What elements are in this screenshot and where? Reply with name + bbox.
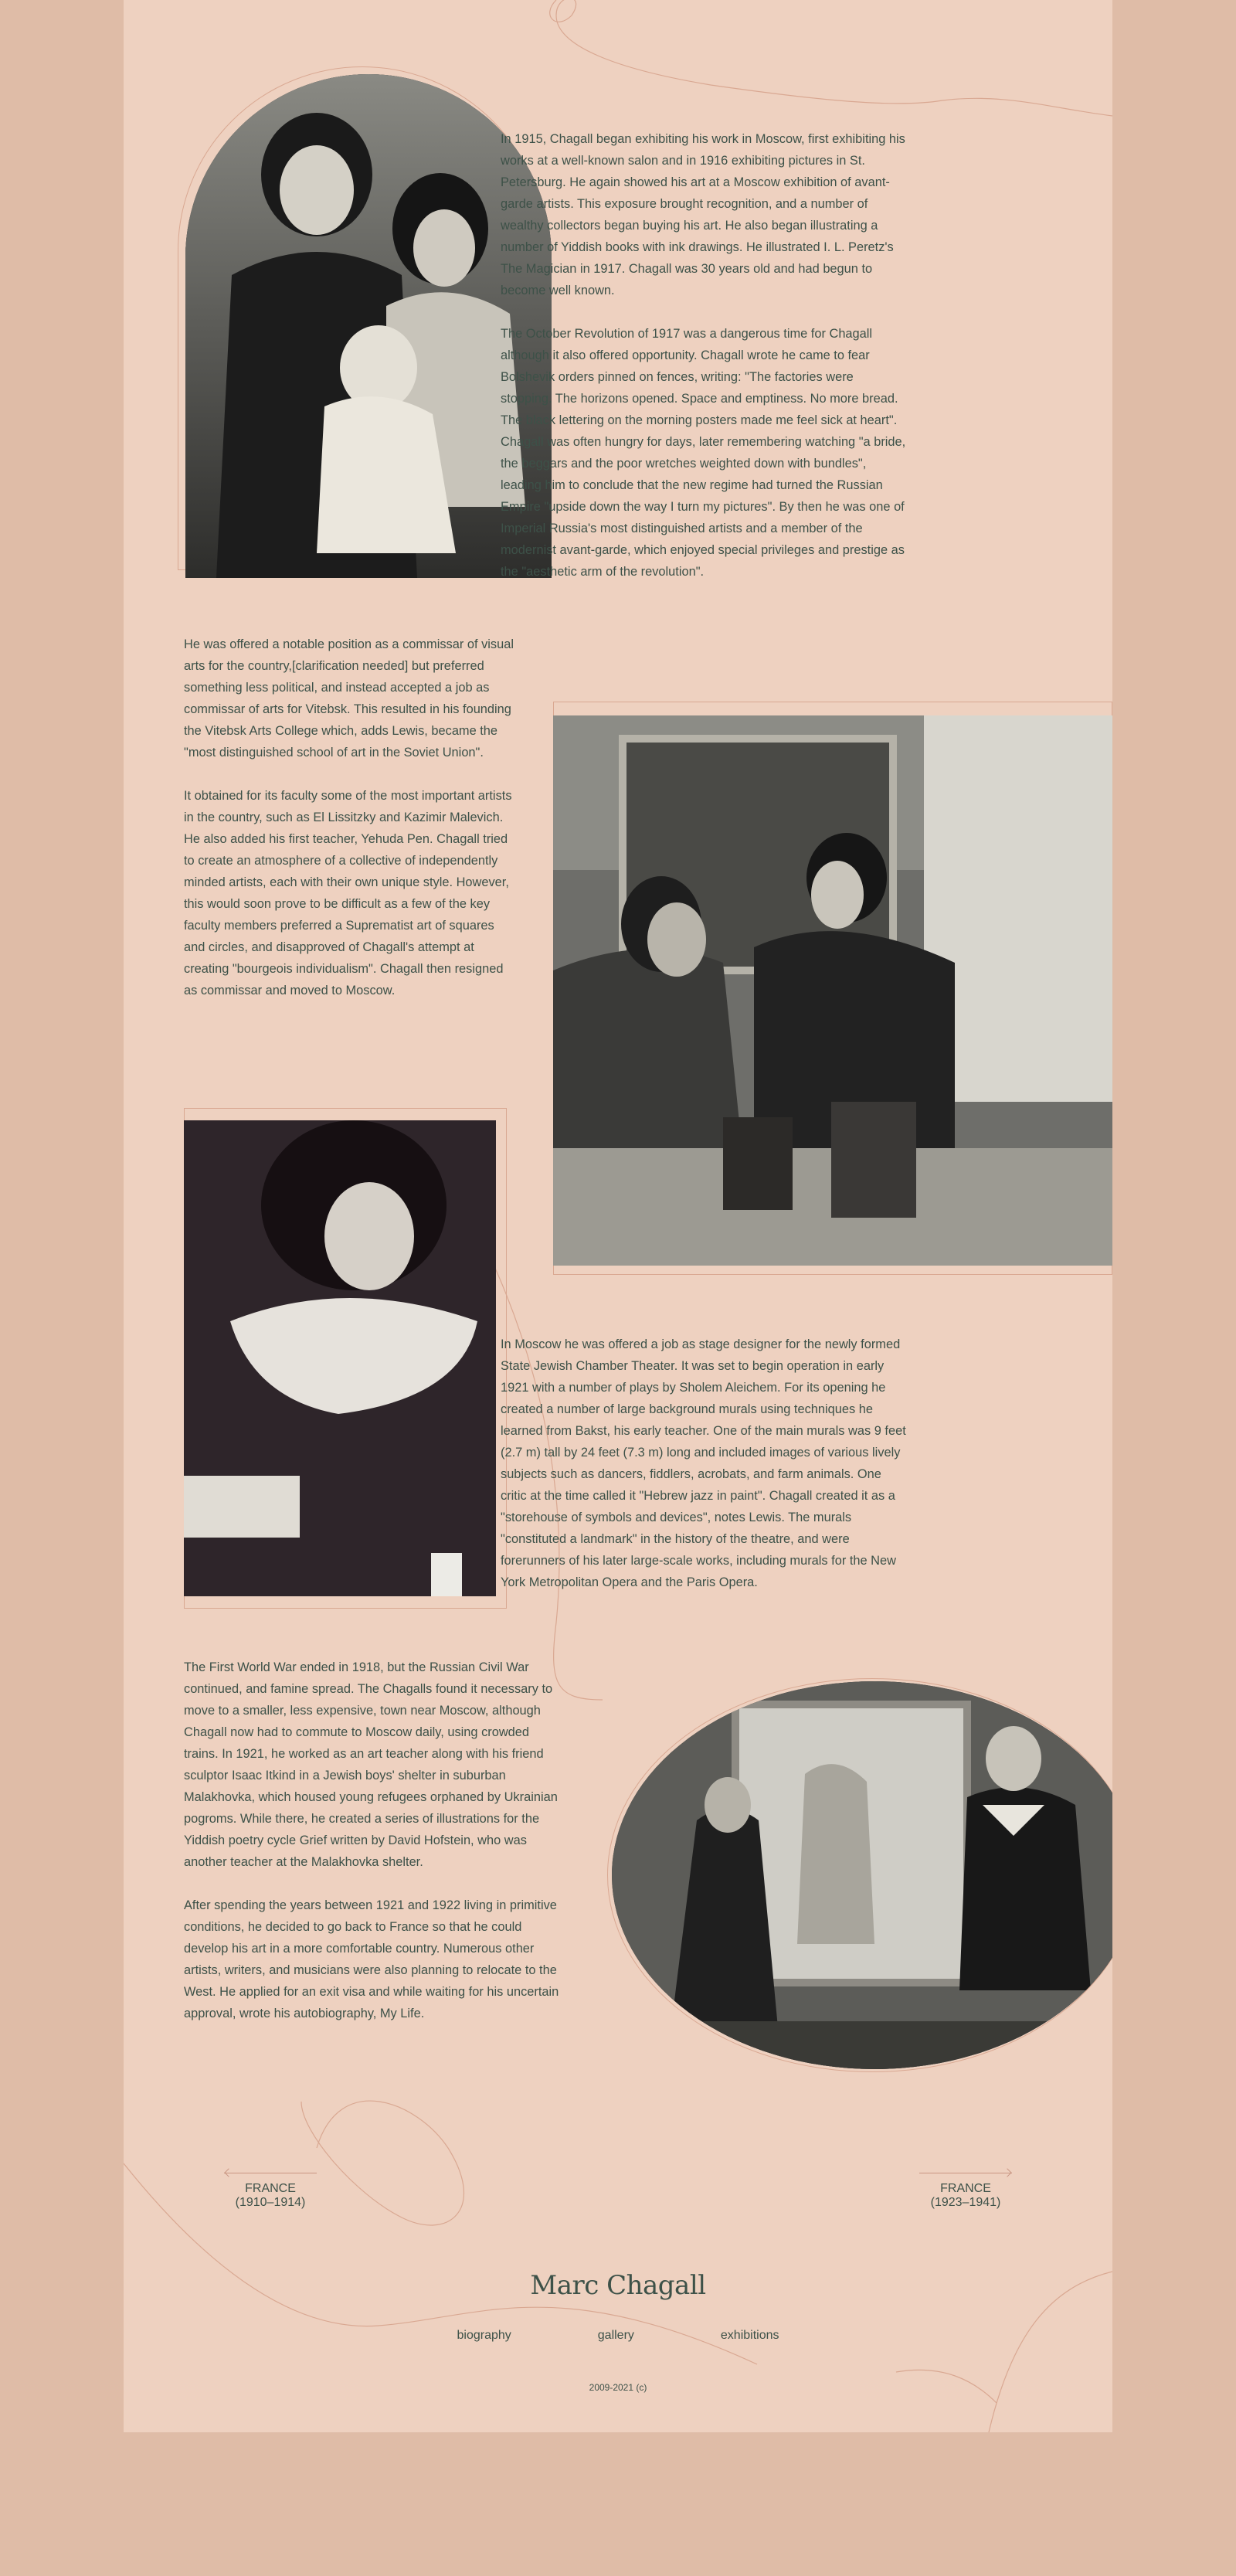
moscow-text xyxy=(501,1334,910,1593)
footer-link-biography[interactable]: biography xyxy=(457,2329,511,2342)
next-chapter-years: (1923–1941) xyxy=(930,2196,1001,2209)
paragraph: It obtained for its faculty some of the most important artists in the country, such as El Lissitzky and Kazimir Malevich. He also added his first teacher, Yehuda Pen. Chagall tried to create an atmosphere of a collective of independently minded artists, each with their own unique style. However, this would soon prove to be difficult as a few of the key faculty members preferred a Suprematist art of squares and circles, and disapproved of Chagall's attempt at creating "bourgeois individualism". Chagall then resigned as commissar and moved to Moscow. xyxy=(184,789,512,997)
footer-link-gallery[interactable]: gallery xyxy=(597,2329,634,2342)
arrow-right-icon xyxy=(1003,2168,1011,2177)
intro-text xyxy=(501,128,907,583)
paragraph: The First World War ended in 1918, but the Russian Civil War continued, and famine spread. The Chagalls found it necessary to move to a smaller, less expensive, town near Moscow, although Chagall now had to commute to Moscow daily, using crowded trains. In 1921, he worked as an art teacher along with his friend sculptor Isaac Itkind in a Jewish boys' shelter in suburban Malakhovka, which housed young refugees orphaned by Ukrainian pogroms. While there, he created a series of illustrations for the Yiddish poetry cycle Grief written by David Hofstein, who was another teacher at the Malakhovka shelter. xyxy=(184,1660,558,1869)
next-chapter-title: FRANCE xyxy=(940,2182,991,2195)
prev-chapter-title: FRANCE xyxy=(245,2182,296,2195)
oval-photo xyxy=(612,1681,1112,2069)
footer-link-exhibitions[interactable]: exhibitions xyxy=(720,2329,779,2342)
copyright: 2009-2021 (c) xyxy=(589,2382,647,2393)
next-chapter-link[interactable] xyxy=(919,2162,1012,2216)
studio-photo xyxy=(553,715,1112,1266)
site-logo[interactable]: Marc Chagall xyxy=(530,2270,706,2301)
paragraph: The October Revolution of 1917 was a dangerous time for Chagall although it also offered opportunity. Chagall wrote he came to fear Bolshevik orders pinned on fences, writing: "The factories were stopping. The horizons opened. Space and emptiness. No more bread. The black lettering on the morning posters made me feel sick at heart". Chagall was often hungry for days, later remembering watching "a bride, the beggars and the poor wretches weighted down with bundles", leading him to conclude that the new regime had turned the Russian Empire "upside down the way I turn my pictures". By then he was one of Imperial Russia's most distinguished artists and a member of the modernist avant-garde, which enjoyed special privileges and prestige as the "aesthetic arm of the revolution". xyxy=(501,327,906,579)
prev-chapter-link[interactable] xyxy=(224,2162,317,2216)
commissar-text xyxy=(184,634,516,1001)
page xyxy=(124,0,1112,2432)
paragraph: After spending the years between 1921 and 1922 living in primitive conditions, he decided to go back to France so that he could develop his art in a more comfortable country. Numerous other artists, writers, and musicians were also planning to relocate to the West. He applied for an exit visa and while waiting for his uncertain approval, wrote his autobiography, My Life. xyxy=(184,1898,559,2020)
family-photo xyxy=(185,74,552,578)
footer-nav xyxy=(124,2329,1112,2343)
paragraph: He was offered a notable position as a commissar of visual arts for the country,[clarification needed] but preferred something less political, and instead accepted a job as commissar of arts for Vitebsk. This resulted in his founding the Vitebsk Arts College which, adds Lewis, became the "most distinguished school of art in the Soviet Union". xyxy=(184,637,514,760)
paragraph: In 1915, Chagall began exhibiting his work in Moscow, first exhibiting his works at a well-known salon and in 1916 exhibiting pictures in St. Petersburg. He again showed his art at a Moscow exhibition of avant-garde artists. This exposure brought recognition, and a number of wealthy collectors began buying his art. He also began illustrating a number of Yiddish books with ink drawings. He illustrated I. L. Peretz's The Magician in 1917. Chagall was 30 years old and had begun to become well known. xyxy=(501,132,905,297)
portrait-photo xyxy=(184,1120,496,1596)
paragraph: In Moscow he was offered a job as stage designer for the newly formed State Jewish Chamber Theater. It was set to begin operation in early 1921 with a number of plays by Sholem Aleichem. For its opening he created a number of large background murals using techniques he learned from Bakst, his early teacher. One of the main murals was 9 feet (2.7 m) tall by 24 feet (7.3 m) long and included images of various lively subjects such as dancers, fiddlers, acrobats, and farm animals. One critic at the time called it "Hebrew jazz in paint". Chagall created it as a "storehouse of symbols and devices", notes Lewis. The murals "constituted a landmark" in the history of the theatre, and were forerunners of his later large-scale works, including murals for the New York Metropolitan Opera and the Paris Opera. xyxy=(501,1337,906,1589)
war-text xyxy=(184,1657,564,2024)
prev-chapter-years: (1910–1914) xyxy=(235,2196,306,2209)
arrow-left-icon xyxy=(224,2168,233,2177)
